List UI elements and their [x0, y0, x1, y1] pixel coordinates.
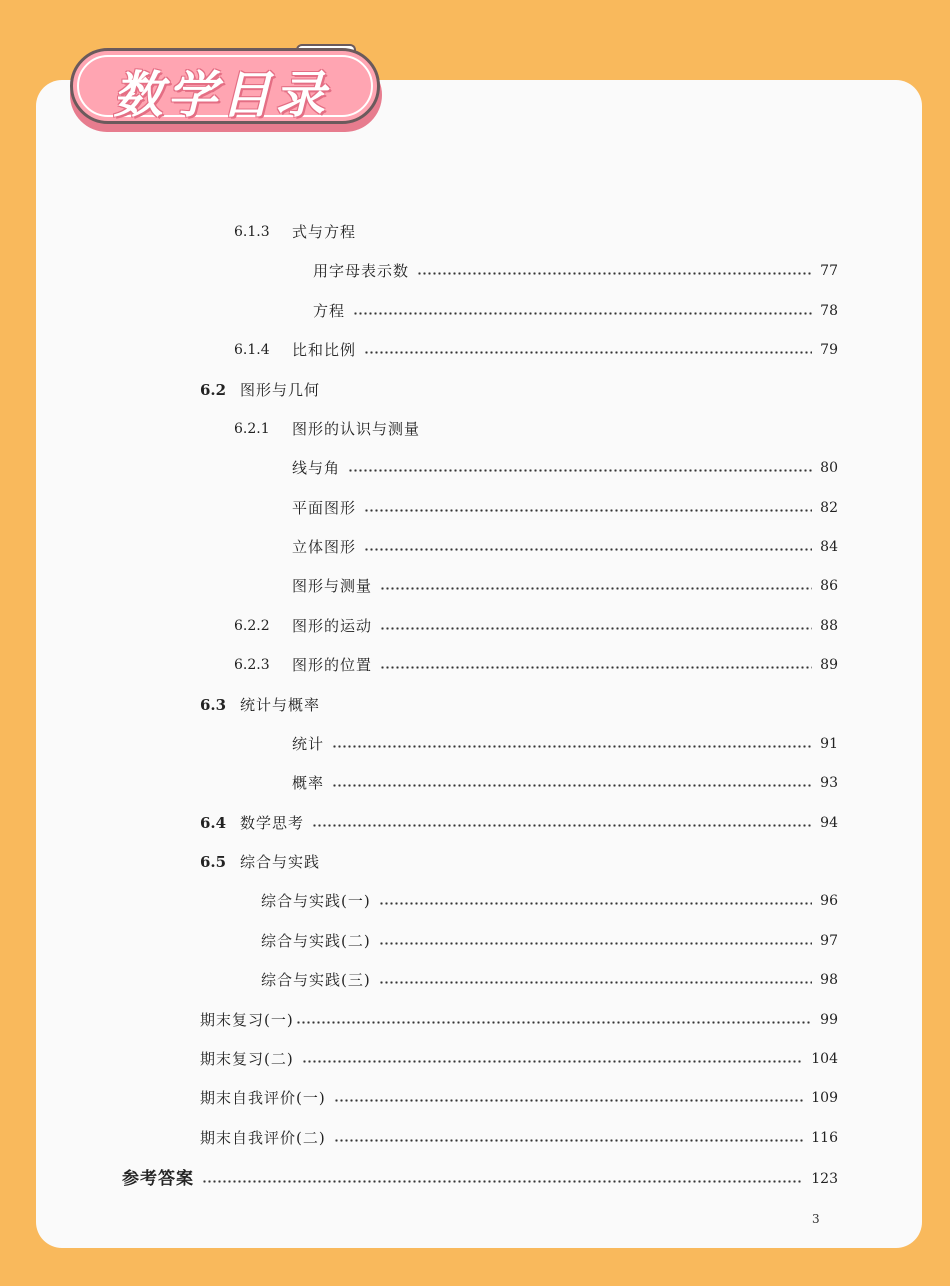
toc-entry-page: 93 — [820, 775, 838, 791]
toc-entry-title: 用字母表示数 — [313, 262, 410, 280]
toc-entry-page: 123 — [811, 1171, 838, 1187]
toc-entry — [200, 1048, 838, 1070]
toc-entry-leader-dots — [379, 981, 812, 984]
toc-entry — [234, 339, 838, 361]
toc-entry-title: 图形的认识与测量 — [292, 420, 421, 438]
toc-entry-page: 86 — [820, 578, 838, 594]
toc-entry-leader-dots — [332, 784, 812, 787]
toc-entry — [292, 772, 838, 794]
toc-entry — [122, 1168, 838, 1190]
toc-entry-leader-dots — [202, 1180, 803, 1183]
toc-entry-title: 概率 — [292, 774, 325, 792]
toc-entry-title: 图形的运动 — [292, 617, 373, 635]
toc-entry-title: 方程 — [313, 302, 346, 320]
toc-entry — [200, 1127, 838, 1149]
toc-entry-title: 图形与测量 — [292, 577, 373, 595]
toc-entry-title: 综合与实践(三) — [261, 971, 371, 989]
toc-entry-title: 式与方程 — [292, 223, 357, 241]
page-number: 3 — [812, 1212, 820, 1226]
toc-entry-leader-dots — [334, 1139, 804, 1142]
toc-entry — [234, 654, 838, 676]
toc-entry — [292, 733, 838, 755]
toc-entry-number: 6.2.1 — [234, 421, 270, 437]
toc-entry-title: 图形与几何 — [240, 381, 321, 399]
toc-entry-title: 图形的位置 — [292, 656, 373, 674]
toc-entry-page: 79 — [820, 342, 838, 358]
toc-entry-page: 97 — [820, 933, 838, 949]
toc-entry-title: 综合与实践(一) — [261, 892, 371, 910]
toc-entry-title: 综合与实践(二) — [261, 932, 371, 950]
toc-entry-page: 77 — [820, 263, 838, 279]
toc-entry-number: 6.1.4 — [234, 342, 270, 358]
page-title: 数学目录 — [113, 66, 329, 124]
toc-entry-leader-dots — [332, 745, 812, 748]
toc-entry-page: 116 — [811, 1130, 838, 1146]
toc-entry-title: 平面图形 — [292, 499, 357, 517]
toc-entry-leader-dots — [380, 666, 812, 669]
toc-entry — [261, 930, 838, 952]
toc-entry-page: 94 — [820, 815, 838, 831]
toc-entry-leader-dots — [312, 824, 812, 827]
toc-entry-title: 线与角 — [292, 459, 341, 477]
toc-entry-page: 104 — [811, 1051, 838, 1067]
toc-entry — [200, 812, 838, 834]
toc-entry-title: 统计与概率 — [240, 696, 321, 714]
toc-entry — [313, 260, 838, 282]
toc-entry — [234, 615, 838, 637]
toc-entry-leader-dots — [379, 902, 812, 905]
toc-entry-leader-dots — [296, 1021, 812, 1024]
toc-entry — [200, 694, 838, 716]
toc-entry — [292, 536, 838, 558]
toc-entry-page: 88 — [820, 618, 838, 634]
toc-entry-number: 6.2 — [200, 381, 227, 399]
toc-entry-title: 期末自我评价(一) — [200, 1089, 326, 1107]
toc-entry-page: 109 — [811, 1090, 838, 1106]
toc-entry-page: 82 — [820, 500, 838, 516]
toc-entry-number: 6.5 — [200, 853, 227, 871]
toc-entry-leader-dots — [379, 942, 812, 945]
toc-entry-leader-dots — [364, 351, 812, 354]
toc-entry-number: 6.2.3 — [234, 657, 270, 673]
toc-entry-title: 数学思考 — [240, 814, 305, 832]
toc-entry — [200, 851, 838, 873]
toc-entry — [234, 418, 838, 440]
toc-entry-title: 立体图形 — [292, 538, 357, 556]
toc-entry-number: 6.1.3 — [234, 224, 270, 240]
toc-entry-number: 6.2.2 — [234, 618, 270, 634]
toc-entry-title: 比和比例 — [292, 341, 357, 359]
toc-entry — [292, 497, 838, 519]
toc-entry-leader-dots — [364, 548, 812, 551]
toc-entry-leader-dots — [380, 587, 812, 590]
toc-entry-page: 80 — [820, 460, 838, 476]
toc-entry — [261, 969, 838, 991]
toc-entry-page: 96 — [820, 893, 838, 909]
toc-entry — [200, 379, 838, 401]
toc-entry-page: 78 — [820, 303, 838, 319]
toc-entry — [200, 1009, 838, 1031]
header-badge — [70, 48, 380, 124]
toc-entry-title: 综合与实践 — [240, 853, 321, 871]
toc-entry-page: 91 — [820, 736, 838, 752]
toc-entry-title: 期末自我评价(二) — [200, 1129, 326, 1147]
toc-entry-title: 期末复习(一) — [200, 1011, 294, 1029]
toc-entry — [292, 575, 838, 597]
toc-entry-leader-dots — [348, 469, 812, 472]
toc-entry-leader-dots — [380, 627, 812, 630]
toc-entry-leader-dots — [334, 1099, 804, 1102]
toc-entry-leader-dots — [417, 272, 812, 275]
toc-entry-page: 89 — [820, 657, 838, 673]
toc-entry — [200, 1087, 838, 1109]
toc-entry-title: 参考答案 — [122, 1169, 194, 1189]
toc-entry-page: 98 — [820, 972, 838, 988]
toc-entry-title: 统计 — [292, 735, 325, 753]
toc-entry-leader-dots — [353, 312, 812, 315]
toc-entry-page: 99 — [820, 1012, 838, 1028]
toc-entry — [234, 221, 838, 243]
toc-entry-leader-dots — [364, 509, 812, 512]
toc-entry — [313, 300, 838, 322]
toc-entry-number: 6.4 — [200, 814, 227, 832]
toc-entry-number: 6.3 — [200, 696, 227, 714]
toc-entry — [261, 890, 838, 912]
toc-entry-leader-dots — [302, 1060, 804, 1063]
toc-entry-page: 84 — [820, 539, 838, 555]
toc-entry-title: 期末复习(二) — [200, 1050, 294, 1068]
toc-entry — [292, 457, 838, 479]
